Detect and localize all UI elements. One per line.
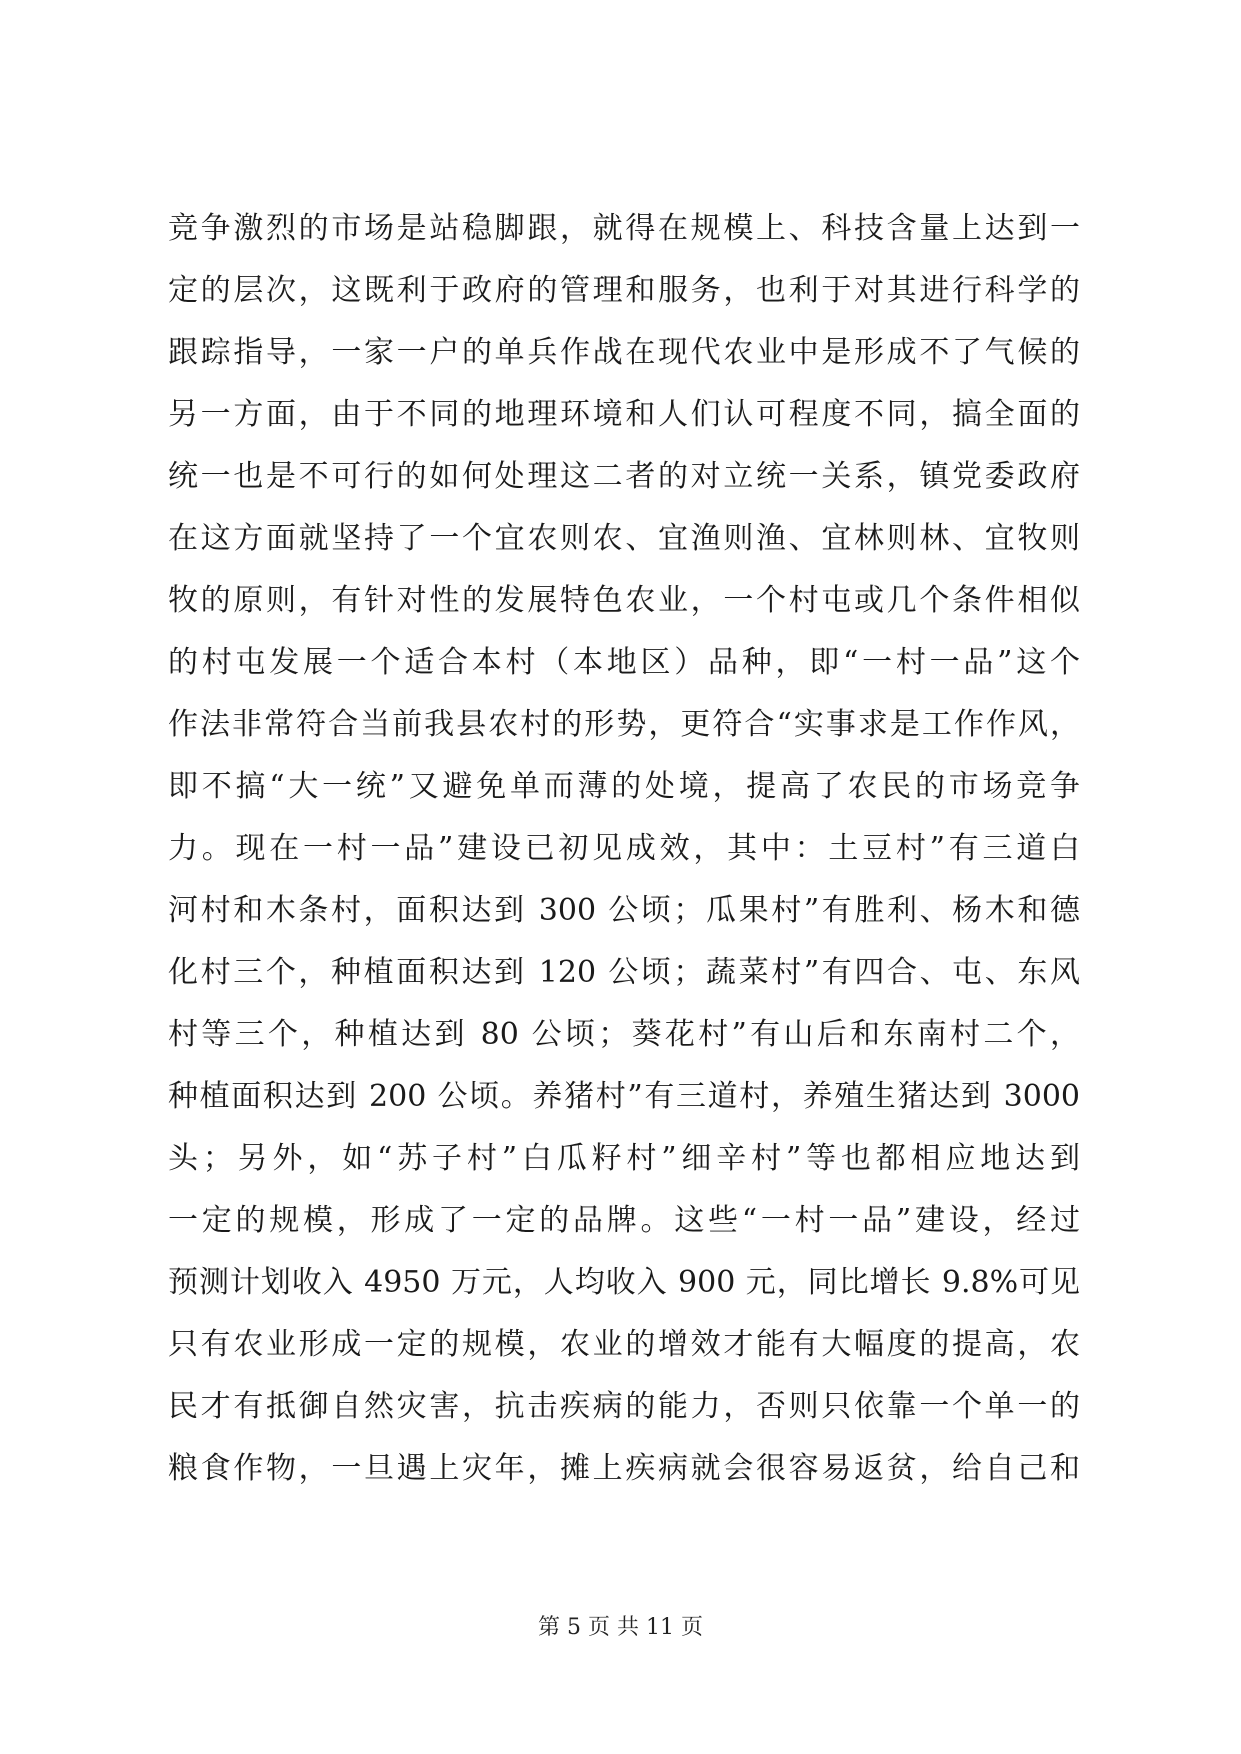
text-line-10: 即不搞“大一统”又避免单而薄的处境，提高了农民的市场竞争 — [168, 769, 1080, 804]
text-line-7: 牧的原则，有针对性的发展特色农业，一个村屯或几个条件相似 — [168, 583, 1080, 618]
page-number-label: 第 5 页 共 11 页 — [538, 1615, 703, 1640]
body-text — [168, 198, 1080, 1500]
text-line-21: 粮食作物，一旦遇上灾年，摊上疾病就会很容易返贫，给自己和 — [168, 1451, 1080, 1486]
text-line-14: 村等三个，种植达到 80 公顷；葵花村”有山后和东南村二个， — [168, 1017, 1080, 1052]
text-line-19: 只有农业形成一定的规模，农业的增效才能有大幅度的提高，农 — [168, 1327, 1080, 1362]
page-footer — [0, 1614, 1241, 1642]
text-line-13: 化村三个，种植面积达到 120 公顷；蔬菜村”有四合、屯、东风 — [168, 955, 1080, 990]
text-line-5: 统一也是不可行的如何处理这二者的对立统一关系，镇党委政府 — [168, 459, 1080, 494]
text-line-6: 在这方面就坚持了一个宜农则农、宜渔则渔、宜林则林、宜牧则 — [168, 521, 1080, 556]
text-line-3: 跟踪指导，一家一户的单兵作战在现代农业中是形成不了气候的 — [168, 335, 1080, 370]
text-line-1: 竞争激烈的市场是站稳脚跟，就得在规模上、科技含量上达到一 — [168, 211, 1080, 246]
text-line-9: 作法非常符合当前我县农村的形势，更符合“实事求是工作作风， — [168, 707, 1080, 742]
text-line-2: 定的层次，这既利于政府的管理和服务，也利于对其进行科学的 — [168, 273, 1080, 308]
text-line-4: 另一方面，由于不同的地理环境和人们认可程度不同，搞全面的 — [168, 397, 1080, 432]
text-line-8: 的村屯发展一个适合本村（本地区）品种，即“一村一品”这个 — [168, 645, 1080, 680]
text-line-16: 头；另外，如“苏子村”白瓜籽村”细辛村”等也都相应地达到 — [168, 1141, 1080, 1176]
text-line-20: 民才有抵御自然灾害，抗击疾病的能力，否则只依靠一个单一的 — [168, 1389, 1080, 1424]
text-line-18: 预测计划收入 4950 万元，人均收入 900 元，同比增长 9.8%可见 — [168, 1265, 1080, 1300]
text-line-12: 河村和木条村，面积达到 300 公顷；瓜果村”有胜利、杨木和德 — [168, 893, 1080, 928]
text-line-11: 力。现在一村一品”建设已初见成效，其中：土豆村”有三道白 — [168, 831, 1080, 866]
text-line-15: 种植面积达到 200 公顷。养猪村”有三道村，养殖生猪达到 3000 — [168, 1079, 1080, 1114]
text-line-17: 一定的规模，形成了一定的品牌。这些“一村一品”建设，经过 — [168, 1203, 1080, 1238]
